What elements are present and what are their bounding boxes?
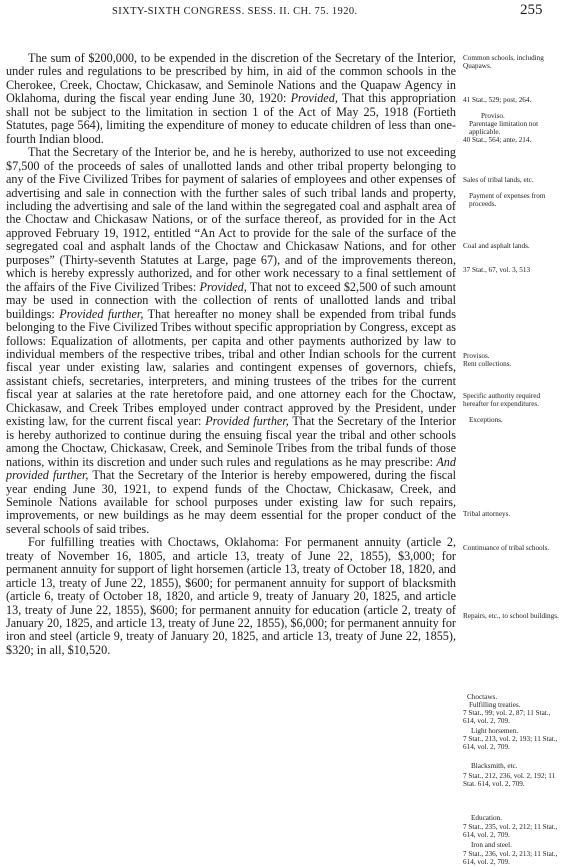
proviso-label: And provided further, <box>6 454 456 483</box>
margin-note: 7 Stat., 236, vol. 2, 213; 11 Stat., 614, vol. 2, 709. <box>463 850 558 867</box>
margin-note: Iron and steel. <box>471 841 512 849</box>
paragraph-common-schools <box>6 52 456 146</box>
proviso-label: Provided, <box>199 279 247 294</box>
margin-note: Continuance of tribal schools. <box>463 544 550 552</box>
proviso-label: Provided further, <box>59 306 144 321</box>
proviso-label: Provided, <box>290 91 338 106</box>
text-span: That hereafter no money shall be expended from tribal funds belonging to the Five Civilized Tribes without specific appropriation by Congress, except as follows: Equalization of allotments, per capita and other payments authorized by law to individual members of the respective tribes, tribal and other Indian schools for the current fiscal year under existing law, salaries and contingent expenses of governors, chiefs, assistant chiefs, secretaries, interpreters, and mining trustees of the tribes for the current fiscal year at salaries at the rate heretofore paid, and one attorney each for the Choctaw, Chickasaw, and Creek Tribes employed under contract approved by the President, under existing law, for the current fiscal year: <box>6 306 457 429</box>
margin-note: 37 Stat., 67, vol. 3, 513 <box>463 266 531 274</box>
body-text <box>6 52 456 657</box>
margin-note: Parentage limitation not applicable. <box>469 120 539 137</box>
margin-note: Sales of tribal lands, etc. <box>463 176 534 184</box>
margin-note: Specific authority required hereafter for expenditures. <box>463 392 541 409</box>
margin-note: Provisos. <box>463 352 490 360</box>
paragraph-choctaw-treaties: For fulfilling treaties with Choctaws, Oklahoma: For permanent annuity (article 2, treaty of November 16, 1805, and article 13, treaty of June 22, 1855), $3,000; for permanent annuity for support of light horsemen (article 13, treaty of October 18, 1820, and article 13, treaty of June 22, 1855), $600; for permanent annuity for support of blacksmith (article 6, treaty of October 18, 1820, and article 9, treaty of January 20, 1825, and article 13, treaty of June 22, 1855), $600; for permanent annuity for education (article 2, treaty of January 20, 1825, and article 13, treaty of June 22, 1855), $6,000; for permanent annuity for iron and steel (article 9, treaty of January 20, 1825, and article 13, treaty of June 22, 1855), $320; in all, $10,520. <box>6 535 456 657</box>
running-title: SIXTY-SIXTH CONGRESS. SESS. II. CH. 75. 1920. <box>112 6 358 17</box>
page-number: 255 <box>520 2 543 18</box>
text-span: The sum of $200,000, to be expended in the discretion of the Secretary of the Interior, under rules and regulations to be prescribed by him, in aid of the common schools in the Cherokee, Creek, Choctaw, Chickasaw, and Seminole Nations and the Quapaw Agency in Oklahoma, during the fiscal year ending June 30, 1920: <box>6 51 456 106</box>
margin-note: Tribal attorneys. <box>463 510 511 518</box>
margin-note: 7 Stat., 235, vol. 2, 212; 11 Stat., 614, vol. 2, 709. <box>463 823 558 840</box>
margin-note: Light horsemen. <box>471 727 519 735</box>
margin-note: Repairs, etc., to school buildings. <box>463 612 559 620</box>
margin-note: Blacksmith, etc. <box>471 762 518 770</box>
margin-note: Rent collections. <box>463 360 512 368</box>
margin-note: Common schools, including Quapaws. <box>463 54 544 71</box>
margin-note: Exceptions. <box>469 416 503 424</box>
text-span: That this appropriation shall not be subject to the limitation in section 1 of the Act of May 25, 1918 (Fortieth Statutes, page 564), limiting the expenditure of money to educate children of less than one-fourth Indian blood. <box>6 91 456 146</box>
margin-note: Education. <box>471 814 502 822</box>
margin-note: Choctaws. <box>467 693 498 701</box>
paragraph-tribal-lands <box>6 146 456 536</box>
text-span: That the Secretary of the Interior is hereby authorized to continue during the ensuing fiscal year the tribal and other schools among the Choctaw, Chickasaw, Creek, and Seminole Tribes from the tribal funds of those nations, within its discretion and under such rules and regulations as he may prescribe: <box>6 414 457 469</box>
proviso-label: Provided further, <box>205 414 289 429</box>
margin-note: Payment of expenses from proceeds. <box>469 192 546 209</box>
text-span: That the Secretary of the Interior is hereby empowered, during the fiscal year ending June 30, 1921, to expend funds of the Choctaw, Chickasaw, Creek, and Seminole Nations available for school purposes under existing law for such repairs, improvements, or new buildings as he may deem essential for the proper conduct of the several schools of said tribes. <box>6 468 457 536</box>
margin-note: 7 Stat., 212, 236, vol. 2, 192; 11 Stat. 614, vol. 2, 709. <box>463 772 556 789</box>
margin-note: Fulfilling treaties. <box>469 701 521 709</box>
margin-note: 7 Stat., 99; vol. 2, 87; 11 Stat., 614, vol. 2, 709. <box>463 709 551 726</box>
margin-note: 40 Stat., 564; ante, 214. <box>463 136 532 144</box>
margin-note: 41 Stat., 529; post, 264. <box>463 96 532 104</box>
text-span: That the Secretary of the Interior be, and he is hereby, authorized to use not exceeding $7,500 of the proceeds of sales of unallotted lands and other tribal property belonging to any of the Five Civilized Tribes for payment of salaries of employees and other expenses of advertising and sale in connection with the further sales of such tribal lands and property, including the advertising and sale of the land within the segregated coal and asphalt area of the Choctaw and Chickasaw Nations, or of the surface thereof, as provided for in the Act approved February 19, 1912, entitled “An Act to provide for the sale of the surface of the segregated coal and asphalt lands of the Choctaw and Chickasaw Nations, and for other purposes” (Thirty-seventh Statutes at Large, page 67), and of the improvements thereon, which is hereby expressly authorized, and for other work necessary to a final settlement of the affairs of the Five Civilized Tribes: <box>6 145 456 294</box>
margin-note: 7 Stat., 213, vol. 2, 193; 11 Stat., 614, vol. 2, 709. <box>463 735 558 752</box>
margin-note: Proviso. <box>481 112 505 120</box>
margin-note: Coal and asphalt lands. <box>463 242 530 250</box>
text-span: That not to exceed $2,500 of such amount may be used in connection with the collection of rents of unallotted lands and tribal buildings: <box>6 279 457 321</box>
